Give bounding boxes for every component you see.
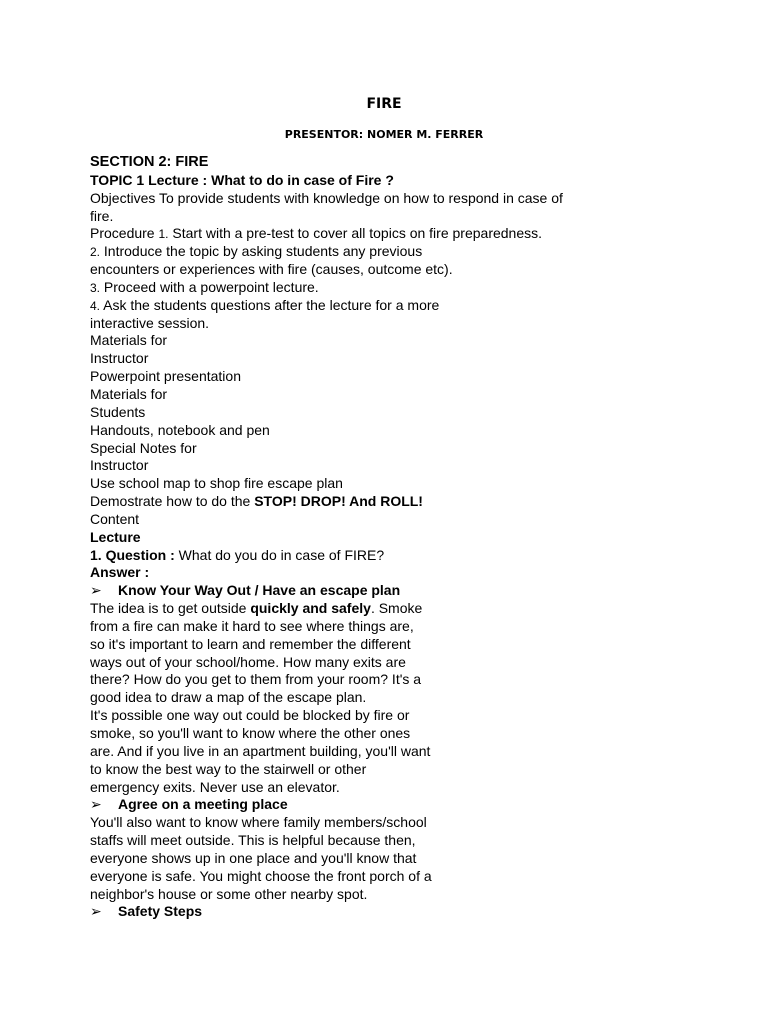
section-heading: SECTION 2: FIRE — [90, 154, 209, 170]
step-text: Start with a pre-test to cover all topics on fire preparedness. — [168, 225, 543, 242]
paragraph-line: It's possible one way out could be blocked by fire or — [90, 707, 410, 724]
procedure-step-4 — [90, 297, 630, 315]
procedure-step-4-cont: interactive session. — [90, 314, 210, 331]
paragraph-line: staffs will meet outside. This is helpful because then, — [90, 832, 416, 849]
paragraph-line: good idea to draw a map of the escape plan. — [90, 689, 367, 706]
special-note-demo — [90, 493, 630, 511]
arrow-bullet-icon: ➢ — [90, 903, 102, 920]
special-note: Use school map to shop fire escape plan — [90, 475, 343, 492]
step-number: 2. — [90, 245, 101, 260]
procedure-label: Procedure — [90, 225, 159, 242]
arrow-bullet-icon: ➢ — [90, 582, 102, 599]
topic-heading: TOPIC 1 Lecture : What to do in case of Fire ? — [90, 171, 394, 188]
procedure-step-2-cont: encounters or experiences with fire (causes, outcome etc). — [90, 261, 453, 278]
question-line — [90, 547, 630, 565]
objectives-line-cont: fire. — [90, 207, 114, 224]
bullet-heading — [90, 582, 630, 600]
question-label: 1. Question : — [90, 546, 175, 563]
lecture-heading: Lecture — [90, 528, 141, 545]
materials-label: Materials for — [90, 385, 168, 402]
paragraph-line: there? How do you get to them from your room? It's a — [90, 671, 422, 688]
students-materials: Handouts, notebook and pen — [90, 421, 270, 438]
bullet-heading — [90, 903, 630, 921]
paragraph-line: everyone shows up in one place and you'll know that — [90, 849, 417, 866]
bullet-text: Know Your Way Out / Have an escape plan — [118, 582, 401, 599]
paragraph-line: everyone is safe. You might choose the front porch of a — [90, 867, 432, 884]
special-notes-label: Special Notes for — [90, 439, 197, 456]
bullet-text: Agree on a meeting place — [118, 796, 288, 813]
step-text: Proceed with a powerpoint lecture. — [100, 278, 319, 295]
answer-label: Answer : — [90, 564, 150, 581]
step-text: Ask the students questions after the lecture for a more — [100, 296, 440, 313]
paragraph-line: You'll also want to know where family members/school — [90, 814, 427, 831]
procedure-step-3 — [90, 279, 630, 297]
step-number: 3. — [90, 280, 101, 295]
materials-label: Materials for — [90, 332, 168, 349]
step-number: 1. — [158, 227, 169, 242]
procedure-step-1 — [90, 225, 630, 243]
presentor-line: PRESENTOR: NOMER M. FERRER — [284, 128, 484, 141]
objectives-line: Objectives To provide students with knowledge on how to respond in case of — [90, 189, 563, 206]
question-text: What do you do in case of FIRE? — [174, 546, 385, 563]
page-title: FIRE — [366, 96, 402, 112]
paragraph-text: . Smoke — [370, 600, 423, 617]
paragraph-line: so it's important to learn and remember the different — [90, 635, 411, 652]
paragraph-line: to know the best way to the stairwell or other — [90, 760, 367, 777]
content-label: Content — [90, 510, 140, 527]
demo-text: Demostrate how to do the — [90, 493, 255, 510]
instructor-label: Instructor — [90, 457, 149, 474]
step-text: Introduce the topic by asking students any previous — [100, 243, 423, 260]
paragraph-line: are. And if you live in an apartment building, you'll want — [90, 742, 431, 759]
paragraph-line: emergency exits. Never use an elevator. — [90, 778, 340, 795]
arrow-bullet-icon: ➢ — [90, 796, 102, 813]
paragraph-line: from a fire can make it hard to see where things are, — [90, 617, 414, 634]
demo-bold-text: STOP! DROP! And ROLL! — [254, 493, 423, 510]
step-number: 4. — [90, 298, 101, 313]
document-body — [90, 154, 630, 921]
students-label: Students — [90, 403, 146, 420]
paragraph-line: ways out of your school/home. How many exits are — [90, 653, 406, 670]
paragraph-line: neighbor's house or some other nearby spot. — [90, 885, 368, 902]
emphasis-text: quickly and safely — [250, 600, 371, 617]
bullet-text: Safety Steps — [118, 903, 203, 920]
instructor-label: Instructor — [90, 350, 149, 367]
paragraph-line — [90, 600, 630, 618]
paragraph-line: smoke, so you'll want to know where the other ones — [90, 725, 411, 741]
bullet-heading — [90, 796, 630, 814]
procedure-step-2 — [90, 243, 630, 261]
paragraph-text: The idea is to get outside — [90, 600, 251, 617]
instructor-materials: Powerpoint presentation — [90, 368, 241, 385]
